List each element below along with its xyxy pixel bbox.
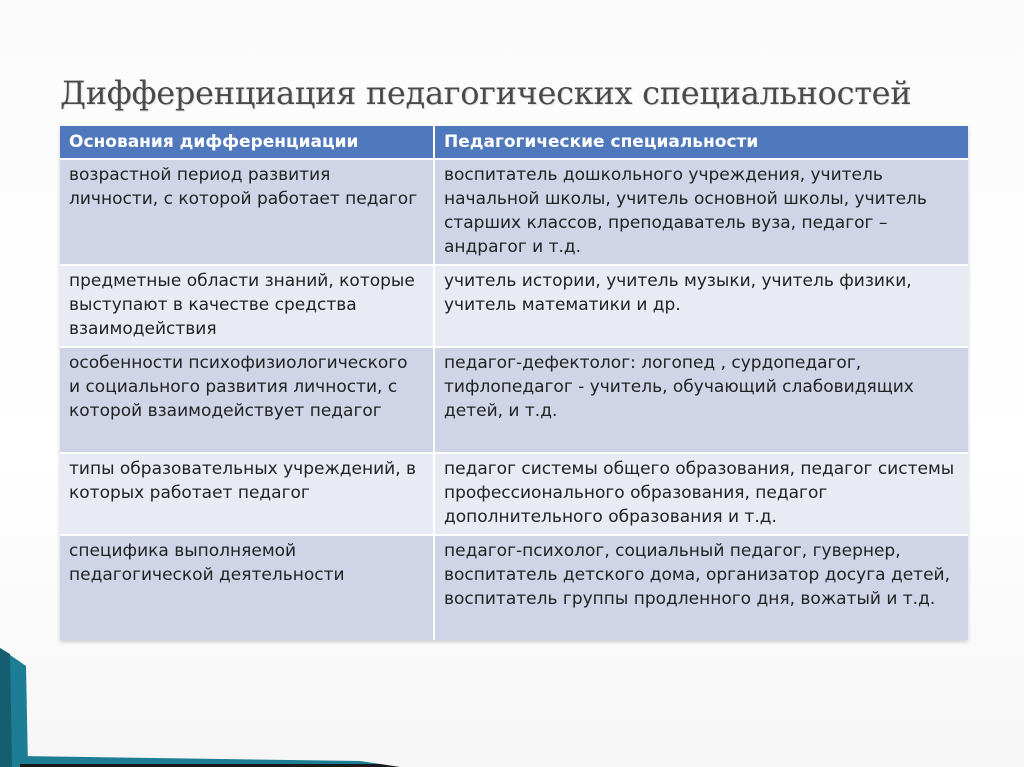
cell-specialties: учитель истории, учитель музыки, учитель физики, учитель математики и др. xyxy=(434,265,968,347)
header-basis: Основания дифференциации xyxy=(60,126,434,159)
decorative-bottom-bar xyxy=(0,748,1024,767)
cell-basis: особенности психофизиологического и социального развития личности, с которой взаимодействует педагог xyxy=(60,347,434,453)
table-row xyxy=(60,535,968,640)
table-row xyxy=(60,265,968,347)
slide-title: Дифференциация педагогических специальностей xyxy=(60,74,912,112)
cell-specialties: педагог-психолог, социальный педагог, гувернер, воспитатель детского дома, организатор досуга детей, воспитатель группы продленного дня, вожатый и т.д. xyxy=(434,535,968,640)
cell-basis: возрастной период развития личности, с которой работает педагог xyxy=(60,159,434,265)
specialties-table xyxy=(60,126,968,640)
table-row xyxy=(60,159,968,265)
cell-basis: предметные области знаний, которые выступают в качестве средства взаимодействия xyxy=(60,265,434,347)
table-row xyxy=(60,347,968,453)
table-header-row xyxy=(60,126,968,159)
cell-basis: специфика выполняемой педагогической деятельности xyxy=(60,535,434,640)
table-row xyxy=(60,453,968,535)
cell-specialties: воспитатель дошкольного учреждения, учитель начальной школы, учитель основной школы, учитель старших классов, преподаватель вуза, педагог – андрагог и т.д. xyxy=(434,159,968,265)
cell-specialties: педагог системы общего образования, педагог системы профессионального образования, педагог дополнительного образования и т.д. xyxy=(434,453,968,535)
header-specialties: Педагогические специальности xyxy=(434,126,968,159)
cell-basis: типы образовательных учреждений, в которых работает педагог xyxy=(60,453,434,535)
specialties-table-container xyxy=(60,126,968,640)
cell-specialties: педагог-дефектолог: логопед , сурдопедагог, тифлопедагог - учитель, обучающий слабовидящих детей, и т.д. xyxy=(434,347,968,453)
